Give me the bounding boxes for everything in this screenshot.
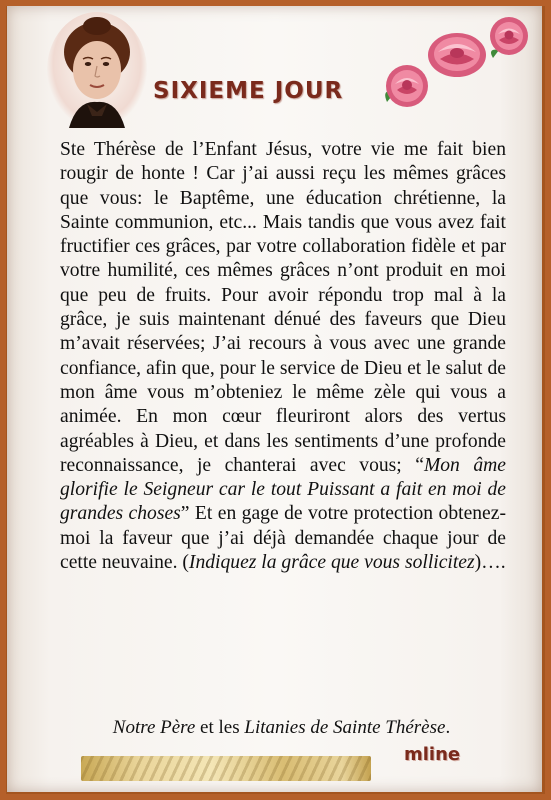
signature: mline (404, 744, 461, 765)
prayer-paragraph: Ste Thérèse de l’Enfant Jésus, votre vie me fait bien rougir de honte ! Car j’ai aussi reçu les mêmes grâces que vous: le Baptême, une éducation chrétienne, la Sainte communion, etc... Mais tandis que vous avez fait fructifier ces grâces, par votre collaboration fidèle et par votre humilité, ces mêmes grâces n’ont produit en moi que peu de fruits. Pour avoir répondu trop mal à la grâce, je suis maintenant dénué des faveurs que Dieu m’avait réservées; J’ai recours à vous avec une grande confiance, afin que, pour le service de Dieu et le salut de mon âme vous m’obteniez le même zèle qui vous a animée. En mon cœur fleuriront alors des vertus agréables à Dieu, et dans les sentiments d’une profonde reconnaissance, je chanterai avec vous; “ (60, 139, 506, 476)
portrait-icon (47, 12, 147, 128)
prayer-connector: et les (195, 717, 245, 738)
instruction-text: Indiquez la grâce que vous sollicitez (188, 552, 475, 574)
rose-icon (485, 12, 531, 64)
prayer-text (60, 138, 506, 575)
gold-ornament (81, 756, 371, 781)
litanies: Litanies de Sainte Thérèse (244, 717, 446, 738)
prayer-period: . (445, 717, 451, 738)
rose-icon (424, 26, 490, 80)
closing-prayers (21, 717, 542, 739)
prayer-card (7, 6, 542, 792)
our-father: Notre Père (112, 717, 196, 738)
prayer-paragraph-continued: ” Et en gage de votre protection obtenez-moi la faveur que j’ai déjà demandée chaque jour de cette neuvaine. ( (60, 503, 506, 574)
page-title: SIXIEME JOUR (153, 78, 344, 104)
prayer-ending: )…. (474, 552, 506, 574)
magnificat-quote: Mon âme glorifie le Seigneur car le tout Puissant a fait en moi de grandes choses (60, 454, 506, 525)
